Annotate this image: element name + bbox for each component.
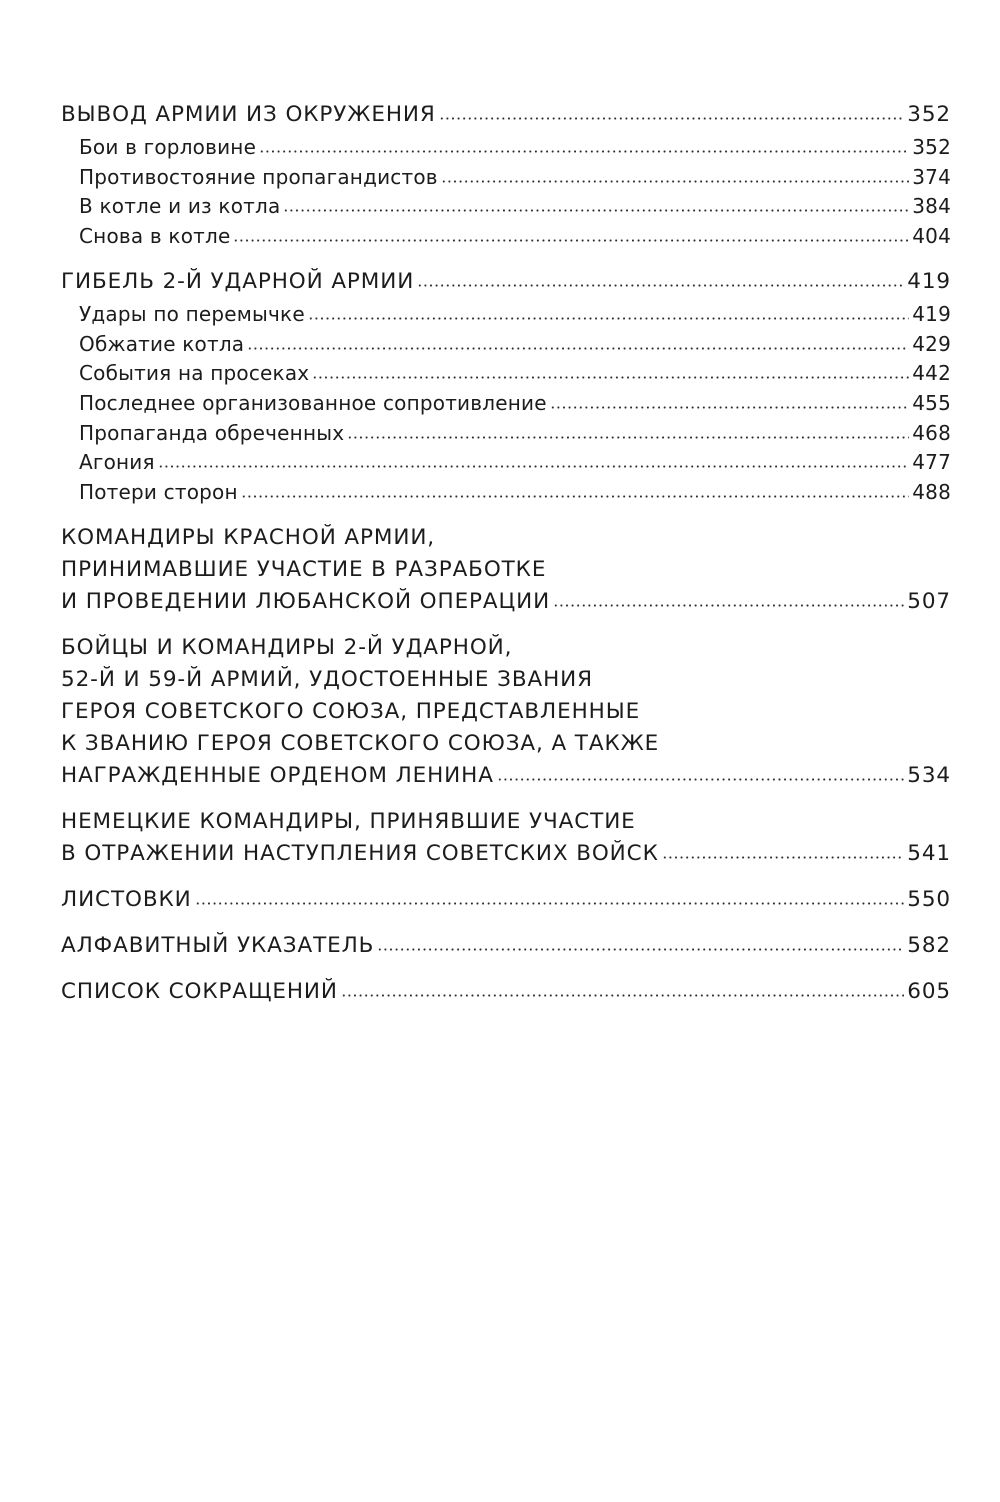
dot-leader: [158, 465, 909, 468]
section-title: И ПРОВЕДЕНИИ ЛЮБАНСКОЙ ОПЕРАЦИИ: [61, 588, 551, 614]
section-heading-line: [61, 664, 951, 696]
subsection-title: События на просеках: [79, 361, 310, 386]
section-heading-line: [61, 930, 951, 962]
section-title: ВЫВОД АРМИИ ИЗ ОКРУЖЕНИЯ: [61, 102, 436, 127]
page-number: 541: [907, 840, 951, 866]
section-title: ЛИСТОВКИ: [61, 886, 192, 912]
subsection-entry: [61, 359, 951, 389]
section-heading-line: [61, 884, 951, 916]
subsection-list: [61, 300, 951, 508]
subsection-title: Противостояние пропагандистов: [79, 164, 438, 189]
page-number: 352: [912, 135, 951, 159]
dot-leader: [441, 180, 909, 183]
page-number: 488: [912, 480, 951, 505]
section-title: НАГРАЖДЕННЫЕ ОРДЕНОМ ЛЕНИНА: [61, 762, 494, 788]
page-number: 507: [907, 588, 951, 614]
toc-section: [61, 976, 951, 1008]
page-number: 442: [912, 361, 951, 386]
subsection-entry: [61, 478, 951, 508]
section-heading-line: [61, 632, 951, 664]
subsection-list: [61, 133, 951, 252]
table-of-contents: [61, 99, 951, 1008]
section-title: ПРИНИМАВШИЕ УЧАСТИЕ В РАЗРАБОТКЕ: [61, 556, 547, 582]
section-title: В ОТРАЖЕНИИ НАСТУПЛЕНИЯ СОВЕТСКИХ ВОЙСК: [61, 840, 659, 866]
page-number: 404: [912, 224, 951, 249]
dot-leader: [553, 604, 904, 607]
dot-leader: [241, 495, 909, 498]
subsection-title: Обжатие котла: [79, 331, 245, 356]
page-number: 419: [907, 268, 951, 294]
section-heading-line: [61, 806, 951, 838]
subsection-title: Потери сторон: [79, 480, 238, 505]
dot-leader: [259, 150, 909, 153]
page-number: 429: [912, 331, 951, 356]
dot-leader: [377, 948, 904, 951]
subsection-entry: [61, 222, 951, 252]
dot-leader: [347, 436, 909, 439]
subsection-title: В котле и из котла: [79, 194, 281, 219]
toc-section: [61, 884, 951, 916]
dot-leader: [439, 117, 905, 120]
dot-leader: [417, 284, 904, 287]
page-number: 384: [912, 194, 951, 219]
section-heading-line: [61, 760, 951, 792]
dot-leader: [233, 239, 909, 242]
subsection-entry: [61, 330, 951, 360]
page-number: 419: [912, 301, 951, 326]
subsection-title: Удары по перемычке: [79, 301, 305, 326]
subsection-entry: [61, 163, 951, 193]
dot-leader: [550, 406, 910, 409]
subsection-entry: [61, 300, 951, 330]
subsection-entry: [61, 448, 951, 478]
subsection-title: Последнее организованное сопротивление: [79, 390, 547, 415]
toc-section: [61, 522, 951, 618]
page-number: 468: [912, 420, 951, 445]
dot-leader: [283, 209, 909, 212]
toc-section: [61, 99, 951, 252]
section-title: ГЕРОЯ СОВЕТСКОГО СОЮЗА, ПРЕДСТАВЛЕННЫЕ: [61, 698, 641, 724]
section-title: 52-Й И 59-Й АРМИЙ, УДОСТОЕННЫЕ ЗВАНИЯ: [61, 666, 593, 692]
section-heading-line: [61, 976, 951, 1008]
toc-section: [61, 806, 951, 870]
section-title: К ЗВАНИЮ ГЕРОЯ СОВЕТСКОГО СОЮЗА, А ТАКЖЕ: [61, 730, 660, 756]
section-heading-line: [61, 522, 951, 554]
subsection-title: Агония: [79, 450, 155, 475]
dot-leader: [312, 376, 909, 379]
page-number: 455: [912, 390, 951, 415]
section-title: СПИСОК СОКРАЩЕНИЙ: [61, 978, 338, 1004]
subsection-entry: [61, 389, 951, 419]
section-heading-line: [61, 838, 951, 870]
page-number: 477: [912, 450, 951, 475]
toc-section: [61, 632, 951, 792]
section-title: КОМАНДИРЫ КРАСНОЙ АРМИИ,: [61, 524, 436, 550]
toc-section: [61, 266, 951, 508]
subsection-title: Пропаганда обреченных: [79, 420, 345, 445]
section-heading-line: [61, 586, 951, 618]
dot-leader: [308, 317, 909, 320]
dot-leader: [195, 902, 905, 905]
page-number: 582: [907, 932, 951, 958]
section-title: ГИБЕЛЬ 2-Й УДАРНОЙ АРМИИ: [61, 268, 415, 294]
section-heading-line: [61, 554, 951, 586]
section-heading-line: [61, 728, 951, 760]
dot-leader: [662, 856, 905, 859]
page-number: 534: [907, 762, 951, 788]
section-title: НЕМЕЦКИЕ КОМАНДИРЫ, ПРИНЯВШИЕ УЧАСТИЕ: [61, 808, 636, 834]
subsection-title: Бои в горловине: [79, 135, 257, 159]
subsection-title: Снова в котле: [79, 224, 231, 249]
page-number: 605: [907, 978, 951, 1004]
subsection-entry: [61, 133, 951, 163]
page-number: 352: [907, 102, 951, 127]
page-number: 550: [907, 886, 951, 912]
toc-section: [61, 930, 951, 962]
subsection-entry: [61, 192, 951, 222]
dot-leader: [247, 347, 909, 350]
page-number: 374: [912, 164, 951, 189]
section-title: БОЙЦЫ И КОМАНДИРЫ 2-Й УДАРНОЙ,: [61, 634, 513, 660]
section-heading-line: [61, 266, 951, 298]
dot-leader: [341, 994, 904, 997]
section-heading-line: [61, 696, 951, 728]
dot-leader: [497, 778, 904, 781]
section-heading-line: [61, 99, 951, 131]
subsection-entry: [61, 419, 951, 449]
section-title: АЛФАВИТНЫЙ УКАЗАТЕЛЬ: [61, 932, 375, 958]
